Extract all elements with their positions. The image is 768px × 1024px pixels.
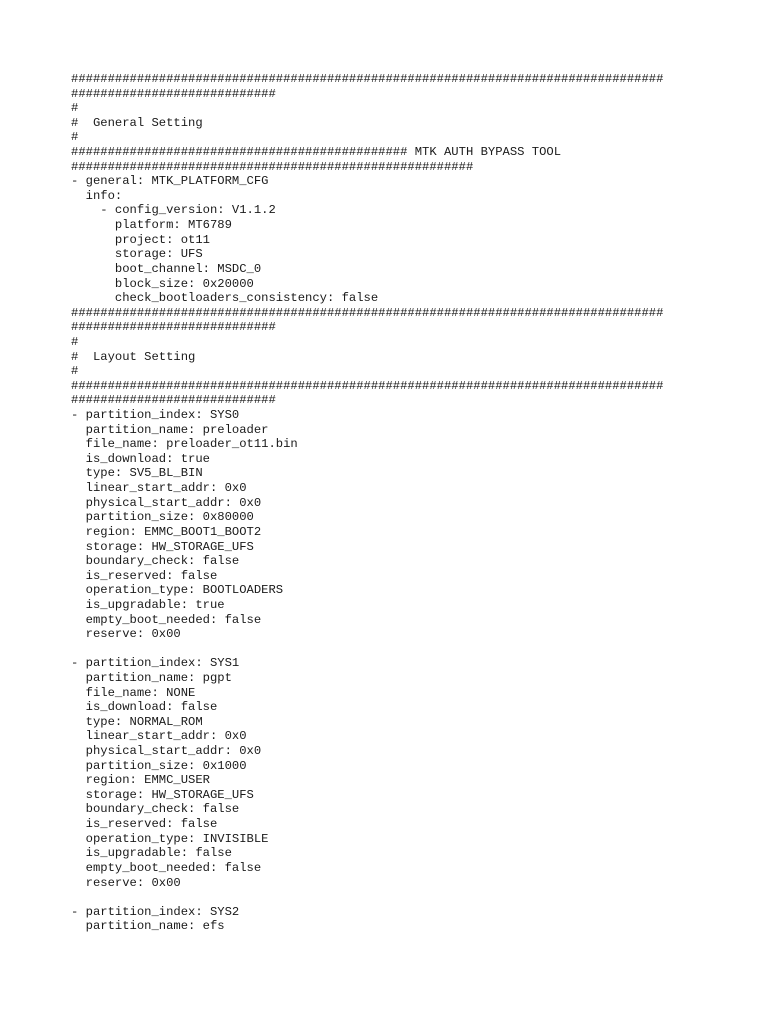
document-line: info: xyxy=(71,188,123,203)
document-line: ############################ xyxy=(71,320,276,335)
document-line: block_size: 0x20000 xyxy=(71,276,254,291)
document-line: partition_name: preloader xyxy=(71,422,269,437)
document-line: region: EMMC_USER xyxy=(71,773,210,788)
document-line: is_reserved: false xyxy=(71,568,218,583)
document-line: ############################ xyxy=(71,86,276,101)
document-line: empty_boot_needed: false xyxy=(71,860,262,875)
document-line: operation_type: BOOTLOADERS xyxy=(71,583,284,598)
document-line: partition_name: pgpt xyxy=(71,670,232,685)
document-line: ################################################################################# xyxy=(71,378,664,393)
document-line: file_name: preloader_ot11.bin xyxy=(71,437,298,452)
document-line: file_name: NONE xyxy=(71,685,196,700)
document-line: type: NORMAL_ROM xyxy=(71,714,203,729)
document-line: - general: MTK_PLATFORM_CFG xyxy=(71,174,269,189)
document-line: - partition_index: SYS0 xyxy=(71,408,240,423)
document-line: boundary_check: false xyxy=(71,802,240,817)
document-line: ################################################################################# xyxy=(71,72,664,86)
document-line: partition_name: efs xyxy=(71,919,225,934)
document-line: partition_size: 0x80000 xyxy=(71,510,254,525)
document-line: empty_boot_needed: false xyxy=(71,612,262,627)
document-line: ############################################## MTK AUTH BYPASS TOOL xyxy=(71,145,562,160)
document-line: physical_start_addr: 0x0 xyxy=(71,495,262,510)
document-line xyxy=(71,890,761,905)
document-line: operation_type: INVISIBLE xyxy=(71,831,269,846)
document-line: type: SV5_BL_BIN xyxy=(71,466,203,481)
document-line: platform: MT6789 xyxy=(71,218,232,233)
document-line: is_upgradable: false xyxy=(71,846,232,861)
document-line: ####################################################### xyxy=(71,159,474,174)
document-line: partition_size: 0x1000 xyxy=(71,758,247,773)
document-line: - partition_index: SYS1 xyxy=(71,656,240,671)
document-line: is_reserved: false xyxy=(71,817,218,832)
document-line: check_bootloaders_consistency: false xyxy=(71,291,379,306)
document-line: linear_start_addr: 0x0 xyxy=(71,481,247,496)
document-line: # xyxy=(71,334,79,349)
document-line: - partition_index: SYS2 xyxy=(71,904,240,919)
document-line: # Layout Setting xyxy=(71,349,196,364)
document-line: reserve: 0x00 xyxy=(71,627,181,642)
document-line: region: EMMC_BOOT1_BOOT2 xyxy=(71,524,262,539)
document-line: boundary_check: false xyxy=(71,554,240,569)
document-line: storage: HW_STORAGE_UFS xyxy=(71,539,254,554)
document-line: physical_start_addr: 0x0 xyxy=(71,744,262,759)
document-line: ############################ xyxy=(71,393,276,408)
document-line: boot_channel: MSDC_0 xyxy=(71,261,262,276)
document-line: is_upgradable: true xyxy=(71,597,225,612)
document-line: linear_start_addr: 0x0 xyxy=(71,729,247,744)
document-line: project: ot11 xyxy=(71,232,210,247)
document-line xyxy=(71,642,761,657)
document-line: storage: HW_STORAGE_UFS xyxy=(71,787,254,802)
document-line: # xyxy=(71,364,79,379)
document-line: # xyxy=(71,101,79,116)
document-line: reserve: 0x00 xyxy=(71,875,181,890)
document-line: is_download: false xyxy=(71,700,218,715)
document-line: # xyxy=(71,130,79,145)
document-line: ################################################################################# xyxy=(71,305,664,320)
document-line: storage: UFS xyxy=(71,247,203,262)
document-line: - config_version: V1.1.2 xyxy=(71,203,276,218)
document-line: # General Setting xyxy=(71,115,203,130)
document-body xyxy=(71,72,761,934)
document-line: is_download: true xyxy=(71,451,210,466)
